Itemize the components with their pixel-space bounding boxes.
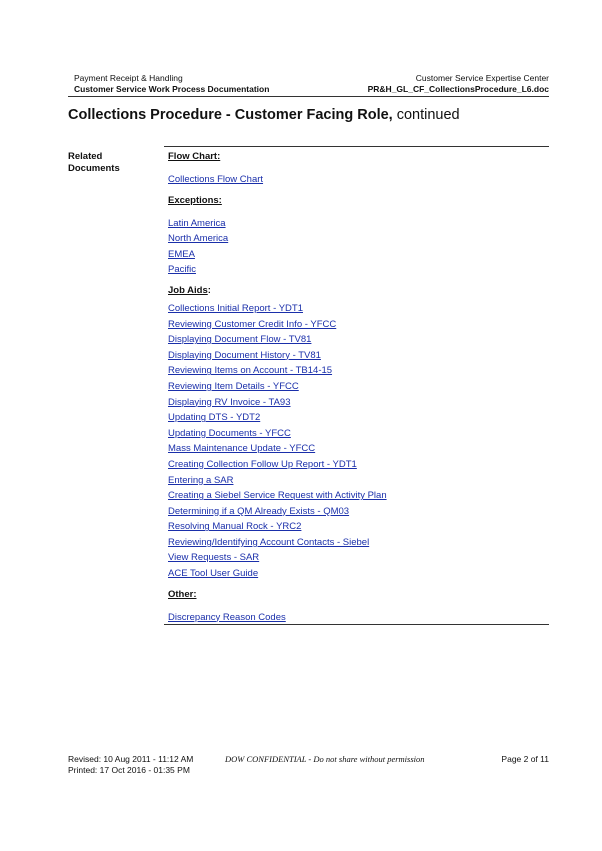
document-link[interactable]: Entering a SAR xyxy=(168,474,234,486)
footer-confidential-notice: DOW CONFIDENTIAL - Do not share without permission xyxy=(225,754,425,764)
footer-revised-date: Revised: 10 Aug 2011 - 11:12 AM xyxy=(68,754,194,764)
side-label-related-documents: Related Documents xyxy=(68,151,120,174)
document-link[interactable]: Updating DTS - YDT2 xyxy=(168,412,261,424)
document-link[interactable]: Collections Flow Chart xyxy=(168,174,264,185)
job-aids-heading-colon: : xyxy=(207,284,211,296)
header-center-name: Customer Service Expertise Center xyxy=(415,73,549,83)
footer-printed-date: Printed: 17 Oct 2016 - 01:35 PM xyxy=(68,765,190,775)
header-file-name: PR&H_GL_CF_CollectionsProcedure_L6.doc xyxy=(367,84,549,94)
document-link[interactable]: View Requests - SAR xyxy=(168,552,260,564)
document-link[interactable]: Updating Documents - YFCC xyxy=(168,427,291,439)
page-title-bold: Collections Procedure - Customer Facing Role, xyxy=(68,107,393,123)
flow-chart-links xyxy=(168,172,387,188)
document-link[interactable]: Reviewing/Identifying Account Contacts - Siebel xyxy=(168,536,370,548)
related-documents-content xyxy=(168,151,387,625)
document-link[interactable]: Reviewing Items on Account - TB14-15 xyxy=(168,365,333,377)
page-title xyxy=(68,107,460,123)
header-divider xyxy=(68,96,549,97)
document-link[interactable]: Determining if a QM Already Exists - QM03 xyxy=(168,505,350,517)
document-link[interactable]: Displaying Document History - TV81 xyxy=(168,349,321,361)
document-link[interactable]: Collections Initial Report - YDT1 xyxy=(168,302,303,314)
document-link[interactable]: Reviewing Item Details - YFCC xyxy=(168,380,299,392)
document-link[interactable]: Mass Maintenance Update - YFCC xyxy=(168,443,316,455)
job-aids-heading-text: Job Aids xyxy=(168,284,208,296)
document-link[interactable]: Reviewing Customer Credit Info - YFCC xyxy=(168,318,337,330)
section-heading-other: Other: xyxy=(168,588,197,600)
header-process-name: Payment Receipt & Handling xyxy=(74,73,183,83)
other-links xyxy=(168,610,387,626)
document-link[interactable]: EMEA xyxy=(168,248,195,260)
document-link[interactable]: ACE Tool User Guide xyxy=(168,568,259,580)
header-doc-type: Customer Service Work Process Documentation xyxy=(74,84,270,94)
document-link[interactable]: Resolving Manual Rock - YRC2 xyxy=(168,521,302,533)
document-link[interactable]: Displaying Document Flow - TV81 xyxy=(168,334,312,346)
document-link[interactable]: Creating a Siebel Service Request with Activity Plan xyxy=(168,490,387,502)
footer-page-number: Page 2 of 11 xyxy=(501,754,549,764)
document-link[interactable]: Creating Collection Follow Up Report - YDT1 xyxy=(168,458,357,470)
table-top-divider xyxy=(164,146,549,147)
exceptions-links xyxy=(168,216,387,278)
section-heading-exceptions: Exceptions: xyxy=(168,194,222,206)
section-heading-flow-chart: Flow Chart: xyxy=(168,151,221,162)
job-aids-links xyxy=(168,301,387,582)
page-title-suffix: continued xyxy=(392,107,460,123)
document-link[interactable]: Displaying RV Invoice - TA93 xyxy=(168,396,291,408)
table-bottom-divider xyxy=(164,624,549,625)
section-heading-job-aids xyxy=(168,285,387,297)
document-link[interactable]: Discrepancy Reason Codes xyxy=(168,611,286,623)
document-link[interactable]: Latin America xyxy=(168,217,226,229)
document-link[interactable]: North America xyxy=(168,233,229,245)
document-link[interactable]: Pacific xyxy=(168,264,196,276)
